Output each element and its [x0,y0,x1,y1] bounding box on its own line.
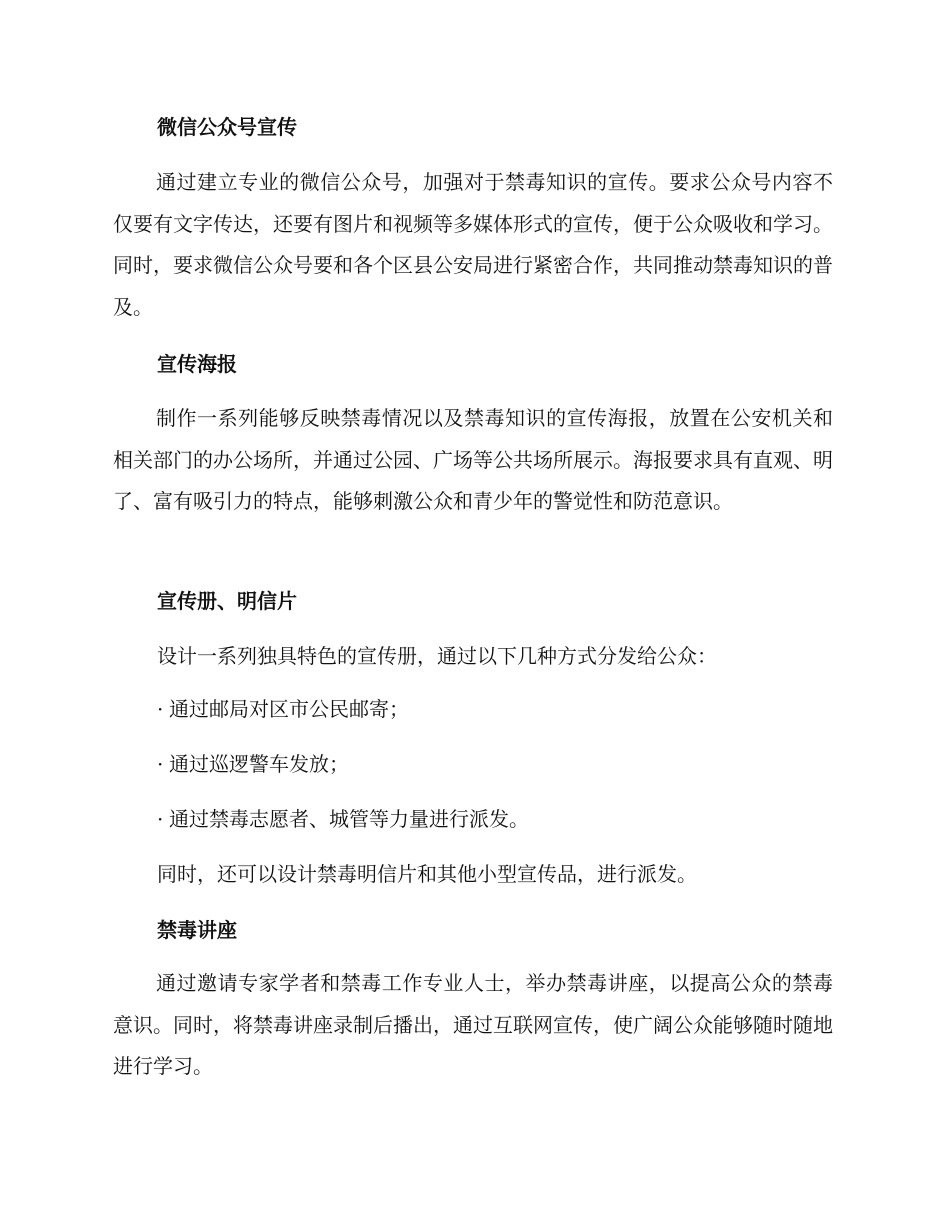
list-item [157,804,529,834]
section-heading-brochure: 宣传册、明信片 [157,589,297,613]
list-item-text: 通过禁毒志愿者、城管等力量进行派发。 [169,807,529,831]
section-paragraph-lecture: 通过邀请专家学者和禁毒工作专业人士，举办禁毒讲座，以提高公众的禁毒意识。同时，将禁毒讲座录制后播出，通过互联网宣传，使广阔公众能够随时随地进行学习。 [113,971,833,1078]
bullet-icon: · [157,697,164,721]
bullet-icon: · [157,807,164,831]
section-heading-poster: 宣传海报 [157,352,237,376]
list-item-text: 通过巡逻警车发放； [169,752,349,776]
list-item [157,694,409,724]
section-closing-brochure: 同时，还可以设计禁毒明信片和其他小型宣传品，进行派发。 [157,862,697,886]
section-heading-lecture: 禁毒讲座 [157,918,237,942]
section-paragraph-poster: 制作一系列能够反映禁毒情况以及禁毒知识的宣传海报，放置在公安机关和相关部门的办公场所，并通过公园、广场等公共场所展示。海报要求具有直观、明了、富有吸引力的特点，能够刺激公众和青少年的警觉性和防范意识。 [113,406,833,513]
list-item-text: 通过邮局对区市公民邮寄； [169,697,409,721]
list-item [157,749,349,779]
section-heading-wechat: 微信公众号宣传 [157,115,297,139]
section-intro-brochure: 设计一系列独具特色的宣传册，通过以下几种方式分发给公众： [157,644,717,668]
bullet-icon: · [157,752,164,776]
section-paragraph-wechat: 通过建立专业的微信公众号，加强对于禁毒知识的宣传。要求公众号内容不仅要有文字传达，还要有图片和视频等多媒体形式的宣传，便于公众吸收和学习。同时，要求微信公众号要和各个区县公安局进行紧密合作，共同推动禁毒知识的普及。 [113,170,833,319]
